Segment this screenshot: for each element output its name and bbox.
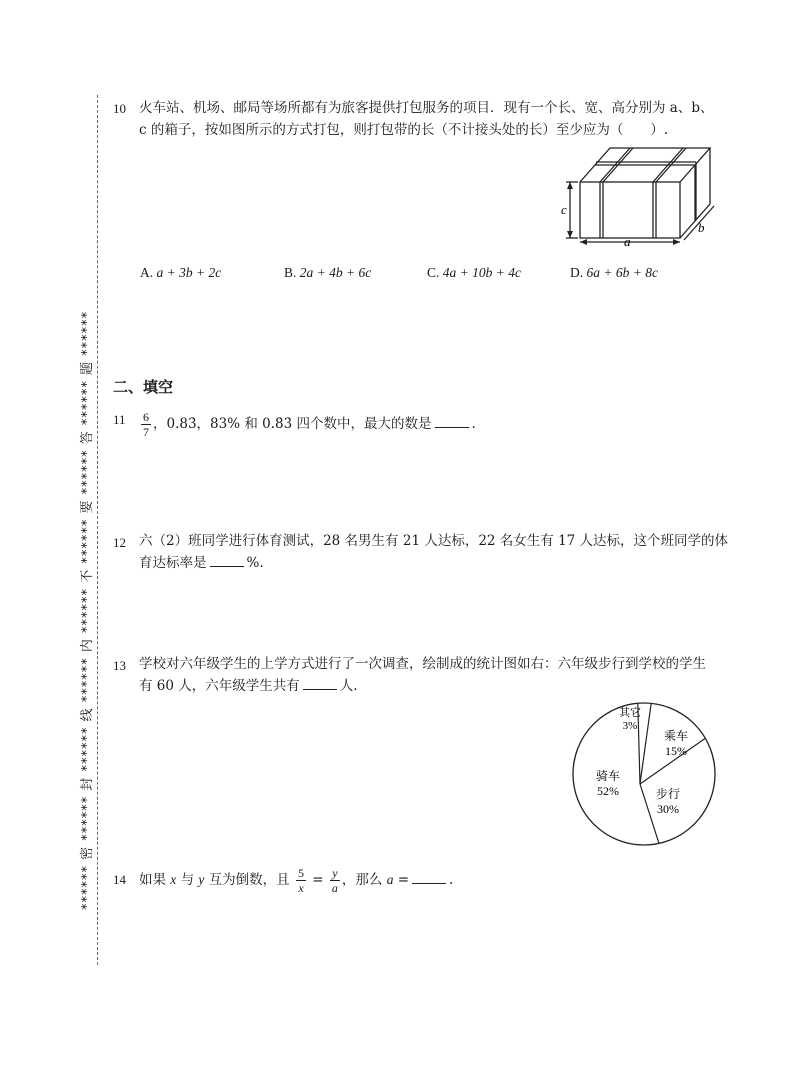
q14-text-f: .: [449, 872, 454, 888]
dim-label-b: b: [698, 220, 705, 235]
option-text: 2a + 4b + 6c: [299, 265, 372, 280]
q14-var-y: y: [198, 872, 205, 887]
frac-denominator: a: [331, 881, 338, 895]
q14-text-e: =: [397, 872, 410, 888]
answer-blank[interactable]: [303, 677, 337, 690]
pie-slice-percent: 3%: [622, 720, 638, 732]
q11-fraction: [141, 410, 151, 439]
dim-label-a: a: [624, 234, 631, 249]
binding-dashed-line: [97, 95, 98, 965]
option-letter: C.: [427, 265, 440, 280]
q12-line1: 六（2）班同学进行体育测试，28 名男生有 21 人达标，22 名女生有 17 人达标，这个班同学的体: [139, 533, 729, 549]
q12-number: 12: [113, 535, 126, 550]
q12-line2: [139, 552, 729, 574]
pie-slice-label: 乘车: [663, 729, 689, 743]
q10-option-c: [427, 265, 521, 281]
frac-denominator: 7: [143, 425, 149, 439]
q10-option-d: [570, 265, 658, 281]
q12-text-b: %.: [246, 555, 264, 571]
pie-slice-label: 步行: [655, 787, 681, 801]
q14-text-b: 与: [180, 872, 195, 888]
dim-label-c: c: [561, 202, 567, 217]
option-letter: D.: [570, 265, 584, 280]
box-front-face: [580, 182, 680, 238]
q14-fraction-1: [296, 866, 306, 895]
q14-equals: =: [312, 872, 324, 888]
q14-number: 14: [113, 872, 126, 887]
answer-blank[interactable]: [210, 554, 244, 567]
pie-slice-label: 其它: [619, 706, 641, 719]
section-title: 二、填空: [113, 378, 174, 396]
option-text: a + 3b + 2c: [156, 265, 222, 280]
option-letter: B.: [284, 265, 297, 280]
option-letter: A.: [140, 265, 154, 280]
pie-slice-percent: 15%: [665, 744, 687, 758]
q13-line1: 学校对六年级学生的上学方式进行了一次调查，绘制成的统计图如右：六年级步行到学校的学生: [139, 656, 706, 672]
option-text: 6a + 6b + 8c: [586, 265, 658, 280]
q13-text-b: 人.: [339, 678, 358, 694]
q11-text: [139, 404, 729, 444]
q13-number: 13: [113, 658, 126, 673]
q12-text-a: 育达标率是: [139, 555, 207, 571]
answer-blank[interactable]: [412, 871, 446, 884]
answer-blank[interactable]: [435, 415, 469, 428]
pie-slice-percent: 52%: [597, 784, 619, 798]
pie-slice-2-edge: [640, 703, 651, 784]
q10-option-a: [140, 265, 221, 281]
q14-var-a: a: [386, 872, 394, 887]
frac-numerator: 5: [297, 866, 304, 880]
q10-option-b: [284, 265, 371, 281]
q14-text: [139, 860, 729, 900]
q14-fraction-2: [330, 866, 340, 895]
pie-slice-percent: 30%: [657, 802, 679, 816]
q11-text-a: ，0.83̇，83% 和 0.8̇3̇ 四个数中，最大的数是: [153, 416, 432, 432]
q10-line1: 火车站、机场、邮局等场所都有为旅客提供打包服务的项目．现有一个长、宽、高分别为 a、b、: [139, 100, 714, 116]
option-text: 4a + 10b + 4c: [442, 265, 521, 280]
q11-text-b: .: [471, 416, 476, 432]
q13-line2: [139, 675, 729, 697]
q11-number: 11: [113, 412, 126, 427]
q10-line2: c 的箱子，按如图所示的方式打包，则打包带的长（不计接头处的长）至少应为（ ）.: [139, 122, 669, 138]
pie-chart: [568, 700, 728, 850]
q13-text-a: 有 60 人，六年级学生共有: [139, 678, 300, 694]
pie-slice-label: 骑车: [595, 769, 621, 783]
frac-numerator: 6: [143, 410, 149, 424]
q14-var-x: x: [170, 872, 177, 887]
q14-text-d: ，那么: [341, 872, 383, 888]
frac-numerator: y: [330, 866, 340, 881]
box-figure: [560, 140, 730, 250]
seal-strip-text: ****** 密 ****** 封 ****** 线 ****** 内 ****** 不 ****** 要 ****** 答 ****** 题 ******: [80, 310, 95, 910]
frac-denominator: x: [298, 881, 304, 895]
q10-number: 10: [113, 101, 126, 116]
q14-text-a: 如果: [139, 872, 166, 888]
q14-text-c: 互为倒数，且: [208, 872, 290, 888]
pie-outline: [573, 703, 715, 845]
